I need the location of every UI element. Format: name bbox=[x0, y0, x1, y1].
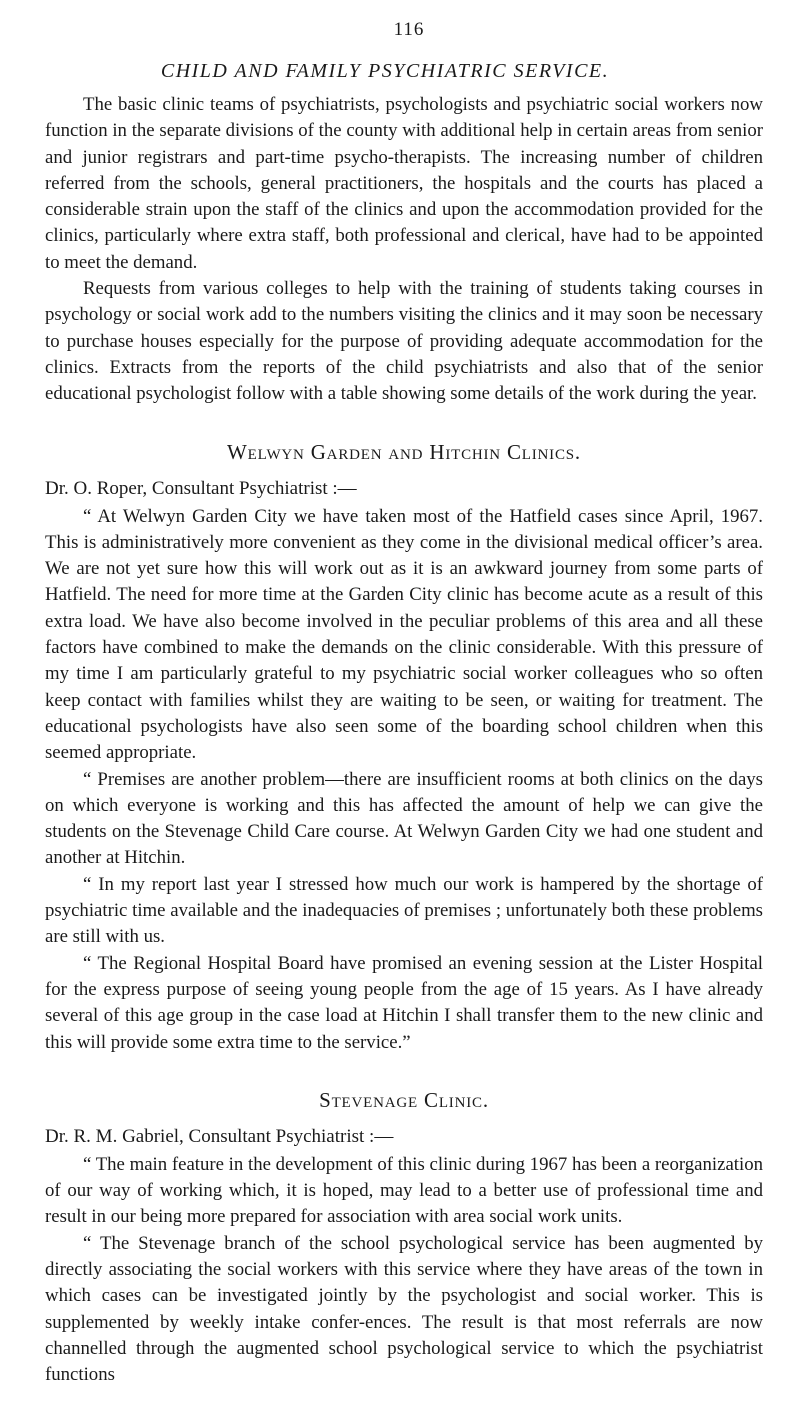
intro-paragraph: The basic clinic teams of psychiatrists, psychologists and psychiatric social workers now function in the separate divisions of the county with additional help in certain areas from senior and junior registrars and part-time psycho-therapists. The increasing number of children referred from the schools, general practitioners, the hospitals and the courts has placed a considerable strain upon the staff of the clinics and upon the accommodation provided for the clinics, particularly where extra staff, both professional and clerical, have had to be appointed to meet the demand. bbox=[45, 94, 763, 273]
section-heading-welwyn-hitchin: Welwyn Garden and Hitchin Clinics. bbox=[227, 439, 581, 464]
doctor-attribution: Dr. R. M. Gabriel, Consultant Psychiatrist :— bbox=[45, 1125, 394, 1147]
doctor-attribution: Dr. O. Roper, Consultant Psychiatrist :— bbox=[45, 477, 357, 499]
report-paragraph: “ Premises are another problem—there are insufficient rooms at both clinics on the days on which everyone is working and this has affected the amount of help we can give the students on the Stevenage Child Care course. At Welwyn Garden City we had one student and another at Hitchin. bbox=[45, 768, 763, 869]
report-paragraph: “ The main feature in the development of this clinic during 1967 has been a reorganization of our way of working which, it is hoped, may lead to a better use of professional time and result in our being more prepared for association with area social work units. bbox=[45, 1153, 763, 1228]
document-page bbox=[45, 18, 763, 1388]
report-paragraph: “ In my report last year I stressed how much our work is hampered by the shortage of psychiatric time available and the inadequacies of premises ; unfortunately both these problems are still with us. bbox=[45, 873, 763, 948]
report-paragraph: “ The Stevenage branch of the school psychological service has been augmented by directly associating the social workers with this service where they have areas of the town in which cases can be investigated jointly by the psychologist and social worker. This is supplemented by weekly intake confer-ences. The result is that most referrals are now channelled through the augmented school psychological service to which the psychiatrist functions bbox=[45, 1232, 763, 1386]
intro-paragraph: Requests from various colleges to help with the training of students taking courses in psychology or social work add to the numbers visiting the clinics and it may soon be necessary to purchase houses especially for the purpose of providing adequate accommodation for the clinics. Extracts from the reports of the child psychiatrists and also that of the senior educational psychologist follow with a table showing some details of the work during the year. bbox=[45, 278, 763, 405]
report-paragraph: “ The Regional Hospital Board have promised an evening session at the Lister Hospital for the express purpose of seeing young people from the age of 15 years. As I have already several of this age group in the case load at Hitchin I shall transfer them to the new clinic and this will provide some extra time to the service.” bbox=[45, 952, 763, 1053]
section-heading-stevenage: Stevenage Clinic. bbox=[319, 1087, 489, 1112]
page-title: CHILD AND FAMILY PSYCHIATRIC SERVICE. bbox=[160, 60, 610, 82]
report-paragraph: “ At Welwyn Garden City we have taken most of the Hatfield cases since April, 1967. This is administratively more convenient as they come in the divisional medical officer’s area. We are not yet sure how this will work out as it is an awkward journey from some parts of Hatfield. The need for more time at the Garden City clinic has become acute as a result of this extra load. We have also become involved in the peculiar problems of this area and all these factors have combined to make the demands on the clinic considerable. With this pressure of my time I am particularly grateful to my psychiatric social worker colleagues who so often keep contact with families whilst they are waiting to be seen, or waiting for treatment. The educational psychologists have also seen some of the boarding school children when this seemed appropriate. bbox=[45, 505, 763, 764]
page-number: 116 bbox=[393, 19, 425, 40]
